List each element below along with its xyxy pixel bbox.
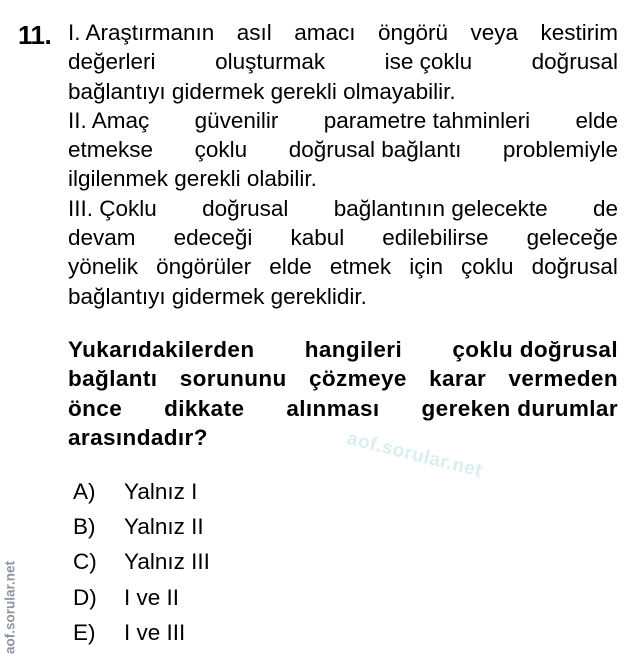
text-segment: bağlantının gelecekte [333, 195, 548, 221]
text-segment: yönelik [68, 254, 139, 280]
option-c[interactable] [73, 545, 210, 580]
statement-line [68, 77, 618, 106]
question-number: 11. [18, 20, 52, 50]
text-segment: önce [68, 395, 123, 421]
option-text: Yalnız II [124, 513, 204, 539]
text-segment: gereken durumlar [421, 395, 618, 421]
watermark-side: aof.sorular.net [2, 560, 18, 655]
text-segment: ilgilenmek gerekli olabilir. [68, 166, 317, 192]
prompt-line [68, 335, 618, 364]
option-d[interactable] [73, 580, 210, 615]
text-segment: bağlantı [68, 366, 158, 392]
statements-block [68, 18, 618, 311]
text-segment: Yukarıdakilerden [68, 337, 255, 362]
question-prompt [68, 335, 618, 452]
prompt-line [68, 423, 618, 452]
text-segment: II. Amaç [68, 107, 150, 133]
option-a[interactable] [73, 474, 210, 509]
statement-1 [68, 18, 618, 106]
text-segment: kestirim [540, 20, 618, 45]
statement-line [68, 18, 618, 47]
text-segment: edilebilirse [382, 225, 489, 251]
option-text: I ve II [124, 584, 180, 610]
option-e[interactable] [73, 615, 210, 650]
text-segment: değerleri [68, 49, 156, 75]
option-text: I ve III [124, 619, 186, 645]
text-segment: için [409, 254, 443, 280]
statement-line [68, 282, 618, 311]
option-letter: D) [73, 584, 97, 610]
watermark-center: aof.sorular.net [344, 428, 485, 482]
text-segment: doğrusal bağlantı [288, 137, 462, 163]
text-segment: çoklu doğrusal [452, 337, 618, 362]
text-segment: parametre tahminleri [323, 107, 531, 133]
text-segment: geleceğe [526, 225, 618, 251]
text-segment: oluşturmak [215, 49, 326, 75]
prompt-line [68, 364, 618, 393]
text-segment: hangileri [304, 337, 403, 362]
option-letter: B) [73, 513, 96, 539]
text-segment: problemiyle [502, 137, 618, 163]
text-segment: arasındadır? [68, 424, 208, 450]
text-segment: sorununu [179, 366, 287, 392]
text-segment: I. Araştırmanın [68, 20, 215, 45]
statement-3 [68, 194, 618, 311]
option-letter: A) [73, 478, 96, 504]
text-segment: III. Çoklu [68, 195, 157, 221]
option-b[interactable] [73, 509, 210, 544]
text-segment: öngörü [377, 20, 449, 45]
statement-line [68, 135, 618, 164]
text-segment: doğrusal [202, 195, 289, 221]
statement-line [68, 223, 618, 252]
text-segment: vermeden [508, 366, 618, 392]
text-segment: asıl [236, 20, 272, 45]
text-segment: güvenilir [194, 107, 279, 133]
option-text: Yalnız III [124, 549, 210, 575]
text-segment: çoklu [194, 137, 248, 163]
statement-line [68, 194, 618, 223]
statement-line [68, 106, 618, 135]
statement-line [68, 252, 618, 281]
text-segment: öngörüler [156, 254, 252, 280]
text-segment: ise çoklu [384, 49, 473, 75]
text-segment: çözmeye [308, 366, 407, 392]
text-segment: devam [68, 225, 136, 251]
answer-options [73, 474, 210, 650]
statement-line [68, 164, 618, 193]
text-segment: doğrusal [531, 254, 618, 280]
option-text: Yalnız I [124, 478, 198, 504]
text-segment: alınması [286, 395, 380, 421]
text-segment: bağlantıyı gidermek gereklidir. [68, 283, 367, 309]
text-segment: de [592, 195, 618, 221]
text-segment: veya [470, 20, 519, 45]
text-segment: amacı [294, 20, 356, 45]
text-segment: elde [269, 254, 312, 280]
text-segment: elde [575, 107, 618, 133]
text-segment: dikkate [164, 395, 245, 421]
statement-2 [68, 106, 618, 194]
text-segment: kabul [290, 225, 345, 251]
text-segment: bağlantıyı gidermek gerekli olmayabilir. [68, 78, 456, 104]
option-letter: C) [73, 549, 97, 575]
text-segment: etmekse [68, 137, 154, 163]
text-segment: karar [429, 366, 487, 392]
prompt-line [68, 394, 618, 423]
option-letter: E) [73, 619, 96, 645]
text-segment: doğrusal [531, 49, 618, 75]
statement-line [68, 47, 618, 76]
text-segment: etmek [329, 254, 392, 280]
text-segment: çoklu [461, 254, 514, 280]
text-segment: edeceği [173, 225, 253, 251]
